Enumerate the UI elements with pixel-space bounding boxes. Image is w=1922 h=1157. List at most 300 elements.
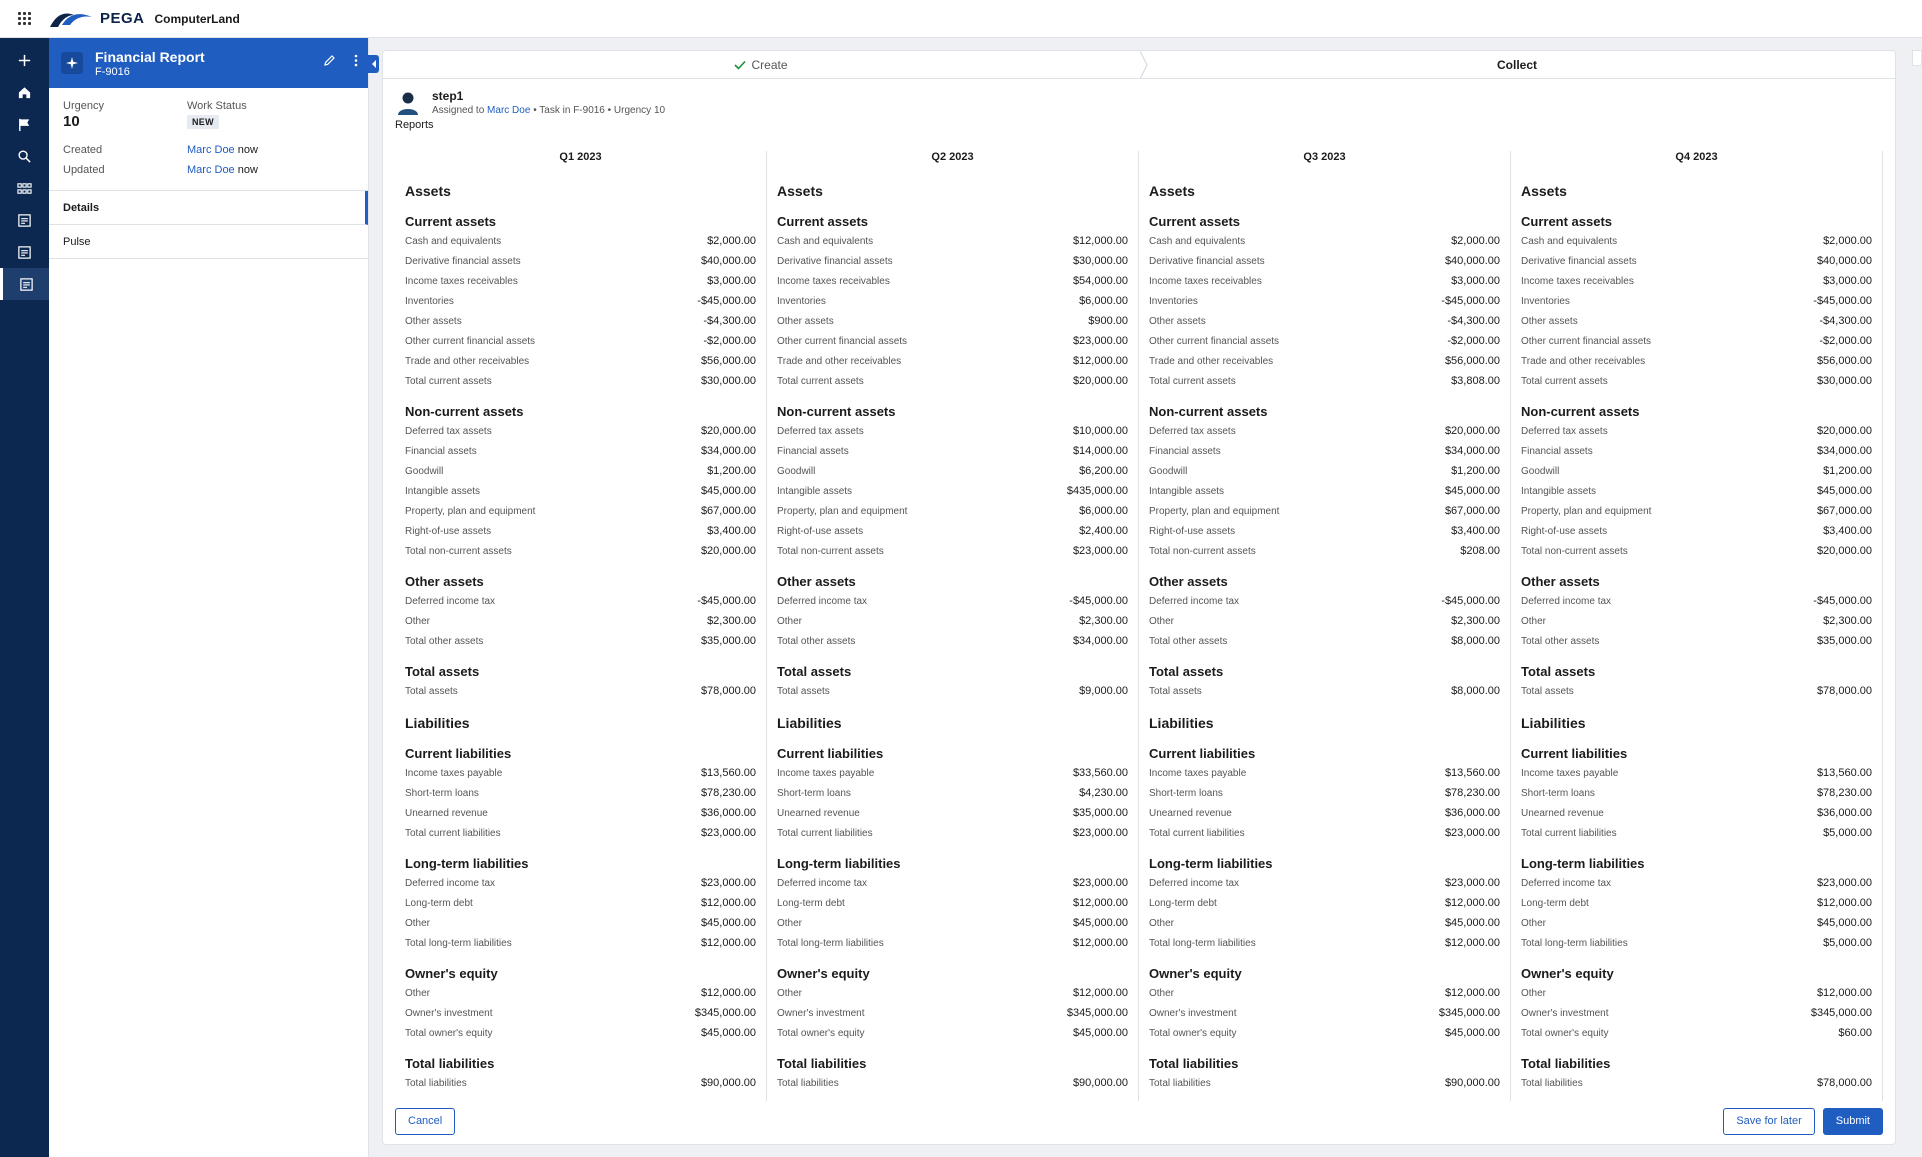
submit-button[interactable]: Submit [1823, 1108, 1883, 1135]
row-value: $5,000.00 [1823, 937, 1872, 949]
report-row [777, 351, 1128, 371]
row-value: $435,000.00 [1066, 485, 1128, 497]
group-title: Non-current assets [1521, 404, 1640, 419]
row-value: $78,230.00 [1816, 787, 1872, 799]
app-launcher-icon[interactable] [0, 0, 48, 38]
row-value: $3,000.00 [1823, 275, 1872, 287]
row-label: Other assets [777, 315, 834, 327]
row-label: Income taxes receivables [1149, 275, 1262, 287]
report-row [777, 873, 1128, 893]
row-label: Total current liabilities [1521, 827, 1617, 839]
report-row [1521, 351, 1872, 371]
row-value: $3,000.00 [707, 275, 756, 287]
row-label: Other [1149, 615, 1175, 627]
row-label: Long-term debt [1149, 897, 1217, 909]
section-liabilities: Liabilities [777, 715, 842, 731]
group-title: Current liabilities [1149, 746, 1256, 761]
report-row [1521, 251, 1872, 271]
row-label: Income taxes payable [1521, 767, 1619, 779]
row-label: Unearned revenue [1521, 807, 1604, 819]
report-row [1149, 271, 1500, 291]
row-value: $6,000.00 [1079, 505, 1128, 517]
row-value: $20,000.00 [1072, 375, 1128, 387]
row-label: Total long-term liabilities [1149, 937, 1256, 949]
report-row [1149, 681, 1500, 701]
report-row [1521, 933, 1872, 953]
row-label: Other current financial assets [405, 335, 536, 347]
report-icon[interactable] [0, 236, 49, 268]
report-row [405, 441, 756, 461]
report-row [777, 681, 1128, 701]
apps-grid-icon[interactable] [0, 172, 49, 204]
row-label: Long-term debt [1521, 897, 1589, 909]
row-value: $45,000.00 [1816, 917, 1872, 929]
row-value: $3,400.00 [707, 525, 756, 537]
report-row [777, 933, 1128, 953]
group-title: Other assets [1521, 574, 1600, 589]
row-value: $6,200.00 [1079, 465, 1128, 477]
row-label: Trade and other receivables [777, 355, 902, 367]
report-row [405, 591, 756, 611]
report-row [777, 251, 1128, 271]
row-label: Other current financial assets [1521, 335, 1652, 347]
row-label: Total assets [1521, 685, 1574, 697]
row-value: $90,000.00 [1072, 1077, 1128, 1089]
row-label: Total assets [777, 685, 830, 697]
group-title: Current liabilities [405, 746, 512, 761]
row-value: $12,000.00 [700, 937, 756, 949]
report-icon[interactable] [0, 204, 49, 236]
report-row [1149, 331, 1500, 351]
row-label: Total current liabilities [405, 827, 501, 839]
assignment-card [382, 50, 1896, 1145]
report-row [1149, 521, 1500, 541]
row-value: $2,300.00 [1451, 615, 1500, 627]
row-label: Unearned revenue [777, 807, 860, 819]
save-for-later-button[interactable]: Save for later [1723, 1108, 1814, 1135]
row-label: Financial assets [1149, 445, 1221, 457]
row-label: Other current financial assets [777, 335, 908, 347]
report-row [777, 591, 1128, 611]
quarter-column [395, 151, 767, 1101]
section-assets: Assets [777, 183, 823, 199]
report-row [405, 893, 756, 913]
row-label: Total owner's equity [1149, 1027, 1237, 1039]
row-label: Total current assets [1521, 375, 1608, 387]
row-label: Intangible assets [405, 485, 481, 497]
case-side-tabs [49, 190, 368, 259]
chevron-left-icon [371, 60, 377, 68]
report-row [405, 421, 756, 441]
row-label: Intangible assets [1521, 485, 1597, 497]
row-value: $8,000.00 [1451, 685, 1500, 697]
avatar [395, 89, 421, 115]
row-label: Right-of-use assets [1521, 525, 1608, 537]
step-name: step1 [432, 89, 464, 103]
report-row [777, 541, 1128, 561]
row-value: $4,230.00 [1079, 787, 1128, 799]
report-row [1149, 251, 1500, 271]
row-value: $23,000.00 [1072, 335, 1128, 347]
group-title: Total assets [1149, 664, 1224, 679]
row-value: $5,000.00 [1823, 827, 1872, 839]
report-row [777, 803, 1128, 823]
row-value: $45,000.00 [1072, 917, 1128, 929]
row-label: Property, plan and equipment [405, 505, 536, 517]
report-row [405, 681, 756, 701]
row-value: -$45,000.00 [697, 595, 756, 607]
row-value: $12,000.00 [1444, 937, 1500, 949]
row-value: $23,000.00 [1072, 877, 1128, 889]
row-label: Goodwill [405, 465, 444, 477]
row-value: $45,000.00 [1816, 485, 1872, 497]
report-row [1521, 231, 1872, 251]
report-row [1149, 803, 1500, 823]
row-label: Other assets [1149, 315, 1206, 327]
stage-collect[interactable] [1139, 51, 1895, 78]
report-row [777, 441, 1128, 461]
row-value: $3,000.00 [1451, 275, 1500, 287]
group-title: Current liabilities [777, 746, 884, 761]
row-value: $56,000.00 [700, 355, 756, 367]
report-row [1521, 631, 1872, 651]
report-row [1521, 803, 1872, 823]
row-value: $12,000.00 [1072, 987, 1128, 999]
group-title: Total liabilities [1149, 1056, 1239, 1071]
search-icon[interactable] [0, 140, 49, 172]
row-label: Total owner's equity [405, 1027, 493, 1039]
row-label: Other [777, 917, 803, 929]
row-label: Derivative financial assets [1521, 255, 1637, 267]
pega-logo-icon [48, 9, 94, 29]
row-value: $90,000.00 [1444, 1077, 1500, 1089]
row-value: $9,000.00 [1079, 685, 1128, 697]
row-label: Deferred tax assets [777, 425, 864, 437]
tab-pulse[interactable]: Pulse [49, 225, 368, 259]
report-row [1149, 1023, 1500, 1043]
row-label: Other [777, 615, 803, 627]
row-label: Deferred income tax [1521, 595, 1612, 607]
group-title: Owner's equity [405, 966, 498, 981]
report-row [1521, 873, 1872, 893]
row-label: Inventories [777, 295, 826, 307]
row-label: Other assets [1521, 315, 1578, 327]
group-title: Non-current assets [1149, 404, 1268, 419]
row-label: Income taxes receivables [1521, 275, 1634, 287]
report-row [777, 521, 1128, 541]
group-title: Current liabilities [1521, 746, 1628, 761]
row-value: $34,000.00 [700, 445, 756, 457]
row-label: Deferred income tax [1149, 595, 1240, 607]
report-row [1149, 421, 1500, 441]
report-row [1521, 311, 1872, 331]
collapse-panel-toggle[interactable] [368, 55, 379, 73]
row-label: Trade and other receivables [405, 355, 530, 367]
section-assets: Assets [1521, 183, 1567, 199]
row-value: $20,000.00 [700, 545, 756, 557]
report-row [1521, 271, 1872, 291]
report-row [1149, 481, 1500, 501]
report-row [405, 311, 756, 331]
stage-create-label: Create [751, 57, 788, 72]
row-label: Total current assets [1149, 375, 1236, 387]
row-label: Short-term loans [1521, 787, 1595, 799]
urgency-label: Urgency [63, 100, 104, 112]
report-row [405, 251, 756, 271]
report-row [405, 1023, 756, 1043]
row-value: $78,000.00 [1816, 685, 1872, 697]
tab-details[interactable]: Details [49, 191, 368, 225]
row-label: Right-of-use assets [777, 525, 864, 537]
report-row [777, 1023, 1128, 1043]
group-title: Owner's equity [1149, 966, 1242, 981]
report-row [405, 461, 756, 481]
row-label: Financial assets [777, 445, 849, 457]
report-row [405, 331, 756, 351]
report-row [405, 1003, 756, 1023]
home-icon[interactable] [0, 76, 49, 108]
report-row [777, 501, 1128, 521]
row-label: Total other assets [777, 635, 856, 647]
report-row [405, 371, 756, 391]
report-row [405, 803, 756, 823]
row-label: Total long-term liabilities [777, 937, 884, 949]
row-label: Unearned revenue [1149, 807, 1232, 819]
row-label: Other [1149, 987, 1175, 999]
report-row [1521, 763, 1872, 783]
group-title: Long-term liabilities [405, 856, 529, 871]
report-row [777, 1073, 1128, 1093]
row-label: Cash and equivalents [1521, 235, 1618, 247]
row-value: $54,000.00 [1072, 275, 1128, 287]
row-value: -$45,000.00 [1441, 295, 1500, 307]
row-label: Other [405, 615, 431, 627]
report-row [405, 913, 756, 933]
section-liabilities: Liabilities [405, 715, 470, 731]
row-value: $23,000.00 [1444, 827, 1500, 839]
row-label: Total non-current assets [405, 545, 512, 557]
row-label: Property, plan and equipment [777, 505, 908, 517]
section-assets: Assets [405, 183, 451, 199]
report-row [777, 763, 1128, 783]
create-plus-icon[interactable] [0, 44, 49, 76]
sparkle-icon [61, 52, 83, 74]
report-icon-active[interactable] [0, 268, 49, 300]
row-label: Inventories [1521, 295, 1570, 307]
row-label: Owner's investment [1149, 1007, 1237, 1019]
row-value: $14,000.00 [1072, 445, 1128, 457]
right-edge-panel-handle[interactable] [1912, 50, 1922, 66]
section-assets: Assets [1149, 183, 1195, 199]
row-label: Other current financial assets [1149, 335, 1280, 347]
row-label: Short-term loans [1149, 787, 1223, 799]
row-value: -$2,000.00 [1819, 335, 1872, 347]
row-value: $30,000.00 [700, 375, 756, 387]
report-row [1521, 291, 1872, 311]
status-badge: NEW [187, 115, 219, 129]
assignment-header [383, 79, 1895, 116]
row-value: $23,000.00 [700, 877, 756, 889]
row-value: $1,200.00 [707, 465, 756, 477]
row-value: $56,000.00 [1444, 355, 1500, 367]
row-label: Long-term debt [777, 897, 845, 909]
assigned-prefix: Assigned to [432, 105, 485, 116]
row-value: $30,000.00 [1816, 375, 1872, 387]
row-label: Short-term loans [405, 787, 479, 799]
row-value: $345,000.00 [1438, 1007, 1500, 1019]
row-value: $45,000.00 [1444, 1027, 1500, 1039]
row-label: Total liabilities [1521, 1077, 1583, 1089]
created-by-link[interactable]: Marc Doe [187, 144, 235, 156]
created-when: now [237, 144, 258, 156]
row-value: $2,000.00 [1823, 235, 1872, 247]
report-row [1521, 1003, 1872, 1023]
row-value: $23,000.00 [1072, 545, 1128, 557]
report-row [1521, 591, 1872, 611]
row-label: Deferred income tax [777, 877, 868, 889]
report-row [1149, 311, 1500, 331]
brand-name: PEGA [100, 10, 145, 27]
row-value: $35,000.00 [700, 635, 756, 647]
row-value: $1,200.00 [1823, 465, 1872, 477]
row-value: $78,230.00 [700, 787, 756, 799]
report-row [1521, 521, 1872, 541]
group-title: Current assets [1521, 214, 1613, 229]
row-label: Deferred tax assets [1521, 425, 1608, 437]
row-label: Goodwill [1149, 465, 1188, 477]
row-label: Deferred income tax [777, 595, 868, 607]
report-row [1149, 461, 1500, 481]
row-label: Deferred income tax [405, 595, 496, 607]
report-row [777, 1003, 1128, 1023]
report-row [777, 893, 1128, 913]
more-actions-icon[interactable] [354, 54, 358, 67]
updated-label: Updated [63, 164, 105, 176]
report-row [405, 231, 756, 251]
row-value: $20,000.00 [1816, 425, 1872, 437]
report-row [1149, 873, 1500, 893]
row-value: -$4,300.00 [703, 315, 756, 327]
row-label: Total liabilities [1149, 1077, 1211, 1089]
row-label: Income taxes payable [405, 767, 503, 779]
row-value: $2,300.00 [707, 615, 756, 627]
row-label: Goodwill [777, 465, 816, 477]
row-label: Total owner's equity [777, 1027, 865, 1039]
row-value: $45,000.00 [700, 485, 756, 497]
group-title: Current assets [777, 214, 869, 229]
report-row [1521, 893, 1872, 913]
group-title: Total liabilities [777, 1056, 867, 1071]
row-value: -$4,300.00 [1819, 315, 1872, 327]
updated-by-link[interactable]: Marc Doe [187, 164, 235, 176]
row-value: $40,000.00 [1816, 255, 1872, 267]
group-title: Long-term liabilities [1521, 856, 1645, 871]
row-value: $78,000.00 [700, 685, 756, 697]
row-label: Other [405, 987, 431, 999]
report-row [405, 541, 756, 561]
row-value: $13,560.00 [700, 767, 756, 779]
row-label: Total current assets [405, 375, 492, 387]
report-row [1521, 541, 1872, 561]
row-label: Total other assets [1149, 635, 1228, 647]
row-label: Total liabilities [777, 1077, 839, 1089]
row-label: Goodwill [1521, 465, 1560, 477]
row-value: $23,000.00 [1072, 827, 1128, 839]
row-label: Owner's investment [1521, 1007, 1609, 1019]
report-row [1149, 933, 1500, 953]
report-row [1521, 421, 1872, 441]
row-label: Unearned revenue [405, 807, 488, 819]
row-value: $2,300.00 [1823, 615, 1872, 627]
row-value: $60.00 [1838, 1027, 1872, 1039]
row-value: $12,000.00 [1816, 987, 1872, 999]
row-label: Total current liabilities [1149, 827, 1245, 839]
urgency-value: 10 [63, 113, 80, 130]
report-row [1149, 913, 1500, 933]
group-title: Non-current assets [777, 404, 896, 419]
assignee-link[interactable]: Marc Doe [487, 105, 531, 116]
group-title: Non-current assets [405, 404, 524, 419]
quarter-title: Q1 2023 [559, 151, 602, 163]
row-label: Derivative financial assets [405, 255, 521, 267]
row-label: Financial assets [1521, 445, 1593, 457]
app-logo[interactable] [48, 9, 240, 29]
report-row [1149, 893, 1500, 913]
row-value: $13,560.00 [1444, 767, 1500, 779]
section-liabilities: Liabilities [1521, 715, 1586, 731]
row-value: $20,000.00 [700, 425, 756, 437]
row-label: Financial assets [405, 445, 477, 457]
action-footer [383, 1098, 1895, 1144]
row-value: $12,000.00 [1444, 987, 1500, 999]
row-value: $34,000.00 [1444, 445, 1500, 457]
row-value: $12,000.00 [1072, 937, 1128, 949]
row-value: $40,000.00 [700, 255, 756, 267]
edit-pencil-icon[interactable] [323, 54, 336, 67]
report-row [405, 983, 756, 1003]
row-value: $8,000.00 [1451, 635, 1500, 647]
row-value: -$2,000.00 [703, 335, 756, 347]
report-row [777, 231, 1128, 251]
report-row [405, 783, 756, 803]
group-title: Current assets [405, 214, 497, 229]
section-liabilities: Liabilities [1149, 715, 1214, 731]
cancel-button[interactable]: Cancel [395, 1108, 455, 1135]
flag-icon[interactable] [0, 108, 49, 140]
report-row [405, 521, 756, 541]
stage-create[interactable] [383, 51, 1139, 78]
row-label: Other [1521, 917, 1547, 929]
report-row [405, 611, 756, 631]
row-label: Right-of-use assets [1149, 525, 1236, 537]
row-label: Cash and equivalents [777, 235, 874, 247]
row-value: $23,000.00 [1444, 877, 1500, 889]
report-row [1521, 461, 1872, 481]
row-value: $90,000.00 [700, 1077, 756, 1089]
report-row [777, 461, 1128, 481]
row-label: Total non-current assets [1149, 545, 1256, 557]
row-value: $23,000.00 [1816, 877, 1872, 889]
row-value: $13,560.00 [1816, 767, 1872, 779]
group-title: Owner's equity [1521, 966, 1614, 981]
row-value: -$45,000.00 [697, 295, 756, 307]
row-value: $40,000.00 [1444, 255, 1500, 267]
report-row [1149, 783, 1500, 803]
row-value: $12,000.00 [700, 987, 756, 999]
report-row [777, 271, 1128, 291]
row-value: $3,400.00 [1451, 525, 1500, 537]
row-value: $67,000.00 [1444, 505, 1500, 517]
